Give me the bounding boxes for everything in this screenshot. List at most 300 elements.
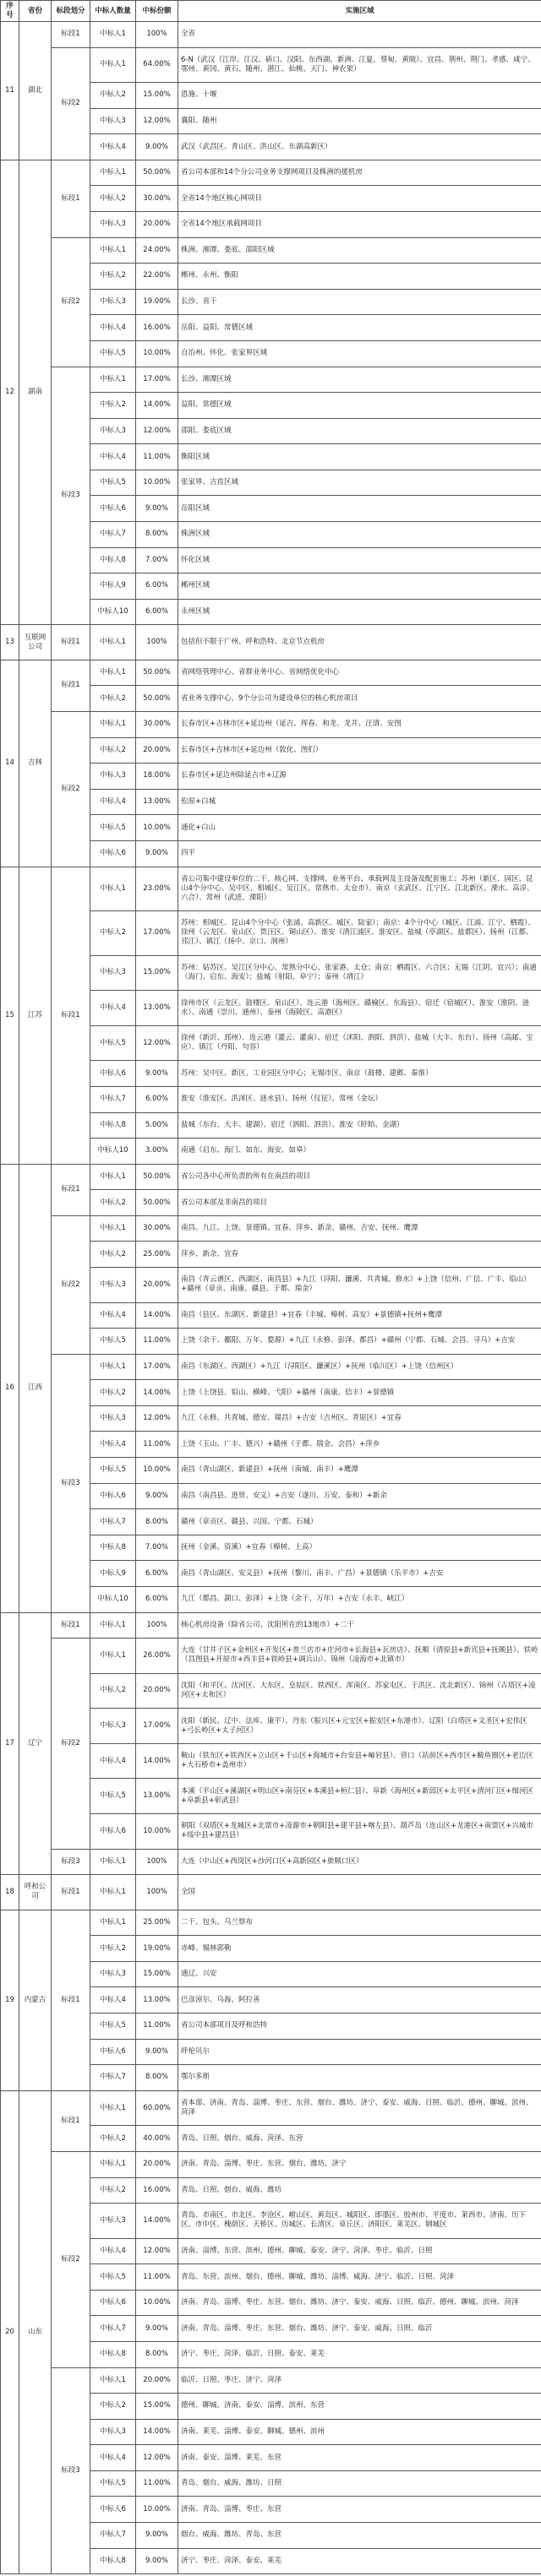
- winner-cell: 中标人4: [90, 2238, 136, 2264]
- winner-cell: 中标人10: [90, 1139, 136, 1165]
- table-row: [1, 660, 541, 686]
- share-cell: 13.00%: [136, 991, 178, 1026]
- area-cell: 赤峰、锡林郭勒: [178, 1936, 541, 1962]
- area-cell: 沈阳（和平区、沈河区、大东区、皇姑区、铁西区、浑南区、苏家屯区、于洪区、沈北新区）、锦州（古塔区+凌河区+太和区）: [178, 1673, 541, 1709]
- winner-cell: 中标人4: [90, 315, 136, 341]
- segment-cell: 标段1: [52, 1875, 90, 1910]
- share-cell: 50.00%: [136, 1190, 178, 1216]
- winner-cell: 中标人9: [90, 1561, 136, 1587]
- area-cell: 青岛、东营、滨州、烟台、德州、聊城、潍坊、淄博、威海、济宁、临沂、日照、菏泽: [178, 2264, 541, 2291]
- winner-cell: 中标人6: [90, 2039, 136, 2065]
- share-cell: 18.00%: [136, 764, 178, 790]
- winner-cell: 中标人3: [90, 764, 136, 790]
- area-cell: 全省14个地区核心网项目: [178, 186, 541, 212]
- share-cell: 9.00%: [136, 496, 178, 522]
- winner-cell: 中标人1: [90, 1849, 136, 1875]
- segment-cell: 标段1: [52, 1612, 90, 1639]
- table-body: [1, 22, 541, 2574]
- share-cell: 15.00%: [136, 83, 178, 109]
- winner-cell: 中标人8: [90, 547, 136, 573]
- area-cell: 核心机房设备（除省公司、沈阳所在的13地市）+二干: [178, 1612, 541, 1639]
- share-cell: 9.00%: [136, 2523, 178, 2549]
- winner-cell: 中标人6: [90, 2497, 136, 2523]
- area-cell: 南昌（青云谱区、西湖区、南昌县）+九江（浔阳、濂溪、共青城、修水）+上饶（信州、广信、广丰、铅山）+赣州（章贡、南康、赣县、于都、瑞金）: [178, 1268, 541, 1303]
- winner-cell: 中标人1: [90, 2151, 136, 2177]
- province-cell: 江西: [19, 1164, 52, 1612]
- area-cell: 上饶（余干、鄱阳、万年、婺源）+九江（永修、彭泽、都昌）+赣州（宁都、石城、会昌、寻乌）+吉安: [178, 1329, 541, 1355]
- table-row: [1, 2367, 541, 2394]
- share-cell: 100%: [136, 1849, 178, 1875]
- area-cell: 省本部、济南、青岛、淄博、枣庄、东营、烟台、潍坊、济宁、泰安、威海、日照、临沂、德州、聊城、滨州、菏泽: [178, 2090, 541, 2126]
- winner-cell: 中标人3: [90, 1405, 136, 1432]
- table-row: [1, 47, 541, 83]
- header-winner-count: 中标人数量: [90, 1, 136, 22]
- area-cell: 二干、包头、乌兰察布: [178, 1910, 541, 1936]
- area-cell: 德州、聊城、济南、泰安、淄博、滨州、东营: [178, 2394, 541, 2420]
- area-cell: 抚州（金溪、资溪）+宜春（樟树、上高）: [178, 1535, 541, 1561]
- share-cell: 15.00%: [136, 2394, 178, 2420]
- share-cell: 20.00%: [136, 212, 178, 238]
- area-cell: 萍乡、新余、宜春: [178, 1242, 541, 1268]
- winner-cell: 中标人5: [90, 1025, 136, 1061]
- winner-cell: 中标人2: [90, 1190, 136, 1216]
- share-cell: 10.00%: [136, 1458, 178, 1484]
- share-cell: 50.00%: [136, 160, 178, 186]
- winner-cell: 中标人6: [90, 496, 136, 522]
- area-cell: 济宁、枣庄、菏泽、临沂、日照、泰安、莱芜: [178, 2341, 541, 2367]
- table-row: [1, 867, 541, 911]
- winner-cell: 中标人5: [90, 2264, 136, 2291]
- share-cell: 9.00%: [136, 134, 178, 160]
- area-cell: 株洲区域: [178, 521, 541, 547]
- share-cell: 16.00%: [136, 2177, 178, 2204]
- area-cell: 长春市区+吉林市区+延边州（敦化、图们）: [178, 737, 541, 764]
- share-cell: 19.00%: [136, 1936, 178, 1962]
- share-cell: 26.00%: [136, 1639, 178, 1674]
- seq-cell: 15: [1, 867, 19, 1164]
- share-cell: 14.00%: [136, 1380, 178, 1406]
- share-cell: 17.00%: [136, 1709, 178, 1744]
- area-cell: 全省: [178, 22, 541, 48]
- area-cell: 济南、泰安、淄博、莱芜、东营: [178, 2445, 541, 2471]
- area-cell: 大连（甘井子区+金州区+开发区+普兰店市+庄河市+长海县+瓦房店）、抚顺（清原县+新宾县+抚顺县）、铁岭（昌图县+开原市+西丰县+铁岭县+调兵山）、锦州（凌海市+北镇市）: [178, 1639, 541, 1674]
- winner-cell: 中标人4: [90, 1987, 136, 2014]
- area-cell: 南昌（青山湖区、新建县）+抚州（南城、南丰）+鹰潭: [178, 1458, 541, 1484]
- share-cell: 6.00%: [136, 599, 178, 625]
- area-cell: 长沙、省干: [178, 289, 541, 315]
- share-cell: 20.00%: [136, 1673, 178, 1709]
- winner-cell: 中标人2: [90, 1380, 136, 1406]
- area-cell: 怀化区域: [178, 547, 541, 573]
- area-cell: 岳阳区域: [178, 496, 541, 522]
- area-cell: 大连（中山区+西岗区+沙河口区+高新园区+旅顺口区）: [178, 1849, 541, 1875]
- winner-cell: 中标人7: [90, 2316, 136, 2342]
- area-cell: 鞍山（铁东区+铁西区+立山区+千山区+海城市+台安县+岫岩县）、营口（站前区+西市区+鲅鱼圈区+老边区+大石桥市+盖州市）: [178, 1743, 541, 1779]
- winner-cell: 中标人4: [90, 134, 136, 160]
- area-cell: 济南、青岛、淄博、枣庄、东营、烟台、潍坊、济宁、泰安、威海、日照、临沂: [178, 2316, 541, 2342]
- area-cell: 南昌（东湖区、西湖区）+九江（浔阳区、濂溪区）+抚州（临川区）+上饶（信州区）: [178, 1354, 541, 1380]
- table-row: [1, 2090, 541, 2126]
- share-cell: 5.00%: [136, 1112, 178, 1139]
- winner-cell: 中标人1: [90, 1215, 136, 1242]
- share-cell: 14.00%: [136, 2204, 178, 2239]
- share-cell: 9.00%: [136, 2039, 178, 2065]
- area-cell: 全省14个地区承载网项目: [178, 212, 541, 238]
- share-cell: 17.00%: [136, 911, 178, 956]
- header-area: 实施区域: [178, 1, 541, 22]
- area-cell: 松原+白城: [178, 789, 541, 815]
- segment-cell: 标段1: [52, 22, 90, 48]
- share-cell: 17.00%: [136, 367, 178, 393]
- share-cell: 50.00%: [136, 686, 178, 712]
- winner-cell: 中标人8: [90, 1535, 136, 1561]
- area-cell: 全国: [178, 1875, 541, 1910]
- winner-cell: 中标人8: [90, 2548, 136, 2574]
- area-cell: 青岛、日照、烟台、威海、潍坊: [178, 2177, 541, 2204]
- area-cell: 本溪（平山区+溪湖区+明山区+南芬区+本溪县+桓仁县）、阜新（海州区+新邱区+太平区+清河门区+细河区+阜新县+彰武县）: [178, 1779, 541, 1814]
- province-cell: 内蒙古: [19, 1910, 52, 2090]
- area-cell: 南昌、九江、上饶、景德镇、宜春、萍乡、新余、赣州、吉安、抚州、鹰潭: [178, 1215, 541, 1242]
- winner-cell: 中标人1: [90, 47, 136, 83]
- share-cell: 11.00%: [136, 1329, 178, 1355]
- segment-cell: 标段2: [52, 712, 90, 867]
- share-cell: 14.00%: [136, 1302, 178, 1329]
- area-cell: 郴州区域: [178, 573, 541, 600]
- share-cell: 8.00%: [136, 521, 178, 547]
- segment-cell: 标段3: [52, 1354, 90, 1612]
- winner-cell: 中标人5: [90, 1779, 136, 1814]
- seq-cell: 13: [1, 625, 19, 660]
- winner-cell: 中标人1: [90, 2090, 136, 2126]
- winner-cell: 中标人10: [90, 1586, 136, 1612]
- seq-cell: 20: [1, 2090, 19, 2573]
- share-cell: 11.00%: [136, 1432, 178, 1458]
- area-cell: 济南、青岛、淄博、枣庄、东营: [178, 2497, 541, 2523]
- winner-cell: 中标人5: [90, 340, 136, 367]
- share-cell: 20.00%: [136, 2367, 178, 2394]
- area-cell: 郴州、永州、衡阳: [178, 264, 541, 290]
- area-cell: 通化+白山: [178, 815, 541, 841]
- area-cell: 永州区域: [178, 599, 541, 625]
- winner-cell: 中标人1: [90, 1910, 136, 1936]
- area-cell: 南昌（县区、东湖区、新建县）+宜春（丰城、樟树、高安）+景德镇+抚州+鹰潭: [178, 1302, 541, 1329]
- table-row: [1, 1164, 541, 1190]
- winner-cell: 中标人2: [90, 1673, 136, 1709]
- winner-cell: 中标人1: [90, 625, 136, 660]
- winner-cell: 中标人1: [90, 660, 136, 686]
- area-cell: 包括但不限于广州、呼和浩特、北京节点机房: [178, 625, 541, 660]
- share-cell: 23.00%: [136, 867, 178, 911]
- share-cell: 100%: [136, 1875, 178, 1910]
- seq-cell: 11: [1, 22, 19, 160]
- table-row: [1, 712, 541, 738]
- winner-cell: 中标人4: [90, 444, 136, 470]
- header-segment: 标段划分: [52, 1, 90, 22]
- area-cell: 省公司本部和14个分公司业务支撑网项目及株洲的援机房: [178, 160, 541, 186]
- area-cell: 济南、青岛、淄博、枣庄、东营、烟台、潍坊、济宁: [178, 2151, 541, 2177]
- winner-cell: 中标人3: [90, 2419, 136, 2445]
- table-row: [1, 160, 541, 186]
- area-cell: 徐州市区（云龙区、鼓楼区、泉山区）、连云港（海州区、赣榆区、东海县）、宿迁（宿城区）、淮安（淮阴、涟水）、南通（崇川、通州）、泰州（海陵区、高港区）: [178, 991, 541, 1026]
- area-cell: 武汉（武昌区、青山区、洪山区、东湖高新区）: [178, 134, 541, 160]
- share-cell: 17.00%: [136, 1354, 178, 1380]
- share-cell: 14.00%: [136, 1743, 178, 1779]
- winner-cell: 中标人2: [90, 1242, 136, 1268]
- area-cell: 烟台、威海、潍坊、青岛、东营: [178, 2523, 541, 2549]
- area-cell: 衡阳区域: [178, 444, 541, 470]
- area-cell: 徐州（新沂、邳州）、连云港（灌云、灌南）、宿迁（沭阳、泗阳、泗洪）、盐城（大丰、东台）、扬州（高邮、宝应）、镇江（丹阳、句容）: [178, 1025, 541, 1061]
- share-cell: 9.00%: [136, 2548, 178, 2574]
- winner-cell: 中标人2: [90, 83, 136, 109]
- share-cell: 6.00%: [136, 573, 178, 600]
- winner-cell: 中标人2: [90, 393, 136, 419]
- share-cell: 3.00%: [136, 1139, 178, 1165]
- winner-cell: 中标人1: [90, 867, 136, 911]
- table-row: [1, 1612, 541, 1639]
- winner-cell: 中标人2: [90, 911, 136, 956]
- winner-cell: 中标人1: [90, 367, 136, 393]
- area-cell: 青岛、日照、烟台、威海、菏泽、东营: [178, 2126, 541, 2152]
- table-row: [1, 2151, 541, 2177]
- winner-cell: 中标人3: [90, 108, 136, 134]
- share-cell: 20.00%: [136, 1268, 178, 1303]
- area-cell: 益阳、常德区域: [178, 393, 541, 419]
- area-cell: 长春市区+吉林市区+延边州（延吉、珲春、和龙、龙井、汪清、安图: [178, 712, 541, 738]
- winner-cell: 中标人5: [90, 470, 136, 496]
- share-cell: 12.00%: [136, 108, 178, 134]
- area-cell: 青岛、市南区、市北区、李沧区、崂山区、黄岛区、城阳区、即墨区、胶州市、平度市、莱西市、济南、历下区、市中区、槐荫区、天桥区、历城区、长清区、章丘区、济阳区、莱芜区、钢城区: [178, 2204, 541, 2239]
- winner-cell: 中标人3: [90, 2204, 136, 2239]
- area-cell: 临沂、日照、枣庄、济宁、菏泽: [178, 2367, 541, 2394]
- area-cell: 济南、淄博、东营、滨州、德州、聊城、泰安、济宁、菏泽、枣庄、临沂、日照: [178, 2238, 541, 2264]
- share-cell: 30.00%: [136, 186, 178, 212]
- area-cell: 省公司各中心所负责的所有在南昌的项目: [178, 1164, 541, 1190]
- area-cell: 淮安（淮安区、洪泽区、涟水县）、扬州（仪征）、常州（金坛）: [178, 1086, 541, 1112]
- share-cell: 50.00%: [136, 660, 178, 686]
- table-row: [1, 1354, 541, 1380]
- winner-cell: 中标人7: [90, 2523, 136, 2549]
- share-cell: 10.00%: [136, 2497, 178, 2523]
- area-cell: 赣州（章贡区、赣县、兴国、宁都、石城）: [178, 1509, 541, 1535]
- share-cell: 13.00%: [136, 1987, 178, 2014]
- segment-cell: 标段2: [52, 1639, 90, 1849]
- share-cell: 22.00%: [136, 264, 178, 290]
- share-cell: 100%: [136, 22, 178, 48]
- share-cell: 12.00%: [136, 418, 178, 444]
- table-row: [1, 1875, 541, 1910]
- segment-cell: 标段2: [52, 237, 90, 367]
- segment-cell: 标段2: [52, 47, 90, 160]
- winner-cell: 中标人1: [90, 1164, 136, 1190]
- winner-cell: 中标人1: [90, 1875, 136, 1910]
- share-cell: 9.00%: [136, 1061, 178, 1087]
- area-cell: 盐城（东台、大丰、建湖）、宿迁（泗阳、泗洪）、淮安（盱眙、金湖）: [178, 1112, 541, 1139]
- area-cell: 苏州：吴中区、新区、工业园区分中心；无锡市区、南京（鼓楼、建邺、秦淮）: [178, 1061, 541, 1087]
- winner-cell: 中标人4: [90, 991, 136, 1026]
- share-cell: 100%: [136, 1612, 178, 1639]
- winner-cell: 中标人1: [90, 1639, 136, 1674]
- share-cell: 12.00%: [136, 2445, 178, 2471]
- area-cell: 省网络管理中心、省群业务中心、省网络优化中心: [178, 660, 541, 686]
- share-cell: 6.00%: [136, 1561, 178, 1587]
- winner-cell: 中标人2: [90, 186, 136, 212]
- area-cell: 株洲、湘潭、娄底、邵阳区域: [178, 237, 541, 264]
- seq-cell: 16: [1, 1164, 19, 1612]
- share-cell: 30.00%: [136, 712, 178, 738]
- table-row: [1, 22, 541, 48]
- segment-cell: 标段1: [52, 1910, 90, 2090]
- area-cell: 南昌（青山湖区、安义县）+抚州（黎川、南丰、广昌）+景德镇（乐平市）+吉安: [178, 1561, 541, 1587]
- area-cell: 自治州、怀化、张家界区域: [178, 340, 541, 367]
- segment-cell: 标段1: [52, 2090, 90, 2151]
- share-cell: 16.00%: [136, 315, 178, 341]
- area-cell: 长春市区+延边州除延吉市+辽源: [178, 764, 541, 790]
- header-row: [1, 1, 541, 22]
- share-cell: 7.00%: [136, 547, 178, 573]
- share-cell: 8.00%: [136, 1509, 178, 1535]
- area-cell: 省公司本部项目及呼和浩特: [178, 2014, 541, 2040]
- seq-cell: 18: [1, 1875, 19, 1910]
- share-cell: 10.00%: [136, 340, 178, 367]
- area-cell: 南通（启东、海门、如东、海安、如皋）: [178, 1139, 541, 1165]
- winner-cell: 中标人6: [90, 2290, 136, 2316]
- share-cell: 10.00%: [136, 470, 178, 496]
- winner-cell: 中标人6: [90, 1483, 136, 1509]
- table-row: [1, 1910, 541, 1936]
- winner-cell: 中标人7: [90, 2065, 136, 2091]
- area-cell: 沈阳（新民、辽中、法库、康平）、丹东（振兴区+元宝区+振安区+东港市）、辽阳（白塔区+文圣区+宏伟区+弓长岭区+太子河区）: [178, 1709, 541, 1744]
- winner-cell: 中标人1: [90, 1612, 136, 1639]
- area-cell: 省公司集中建设单位的二干、核心网、支撑网、业务平台、承载网及主设备及配套施工；苏州（新区、园区、昆山4个分中心、吴中区、相城区、吴江区、常熟市、太仓市）、南京（玄武区、江宁区、江北新区、溧水、高淳、六合）、常州（武进、溧阳）: [178, 867, 541, 911]
- winner-cell: 中标人3: [90, 1268, 136, 1303]
- winner-cell: 中标人3: [90, 289, 136, 315]
- area-cell: 省公司本部及非南昌的项目: [178, 1190, 541, 1216]
- winner-cell: 中标人6: [90, 840, 136, 867]
- segment-cell: 标段2: [52, 2151, 90, 2367]
- share-cell: 14.00%: [136, 393, 178, 419]
- segment-cell: 标段2: [52, 1215, 90, 1354]
- area-cell: 恩施、十堰: [178, 83, 541, 109]
- winner-cell: 中标人5: [90, 2470, 136, 2497]
- winner-cell: 中标人3: [90, 1961, 136, 1987]
- winner-cell: 中标人5: [90, 815, 136, 841]
- winner-cell: 中标人8: [90, 2341, 136, 2367]
- area-cell: 长沙、湘潭区域: [178, 367, 541, 393]
- segment-cell: 标段1: [52, 160, 90, 237]
- table-row: [1, 237, 541, 264]
- share-cell: 64.00%: [136, 47, 178, 83]
- province-cell: 江苏: [19, 867, 52, 1164]
- share-cell: 100%: [136, 625, 178, 660]
- winner-cell: 中标人6: [90, 1061, 136, 1087]
- share-cell: 11.00%: [136, 444, 178, 470]
- share-cell: 10.00%: [136, 1814, 178, 1850]
- winner-cell: 中标人3: [90, 955, 136, 991]
- winner-cell: 中标人1: [90, 1354, 136, 1380]
- share-cell: 13.00%: [136, 789, 178, 815]
- share-cell: 9.00%: [136, 2316, 178, 2342]
- area-cell: 四平: [178, 840, 541, 867]
- table-row: [1, 1849, 541, 1875]
- share-cell: 12.00%: [136, 1405, 178, 1432]
- winner-cell: 中标人4: [90, 789, 136, 815]
- area-cell: 上饶（玉山、广丰、德兴）+赣州（于都、瑞金、会昌）+萍乡: [178, 1432, 541, 1458]
- winner-cell: 中标人6: [90, 1814, 136, 1850]
- seq-cell: 12: [1, 160, 19, 624]
- area-cell: 九江（永修、共青城、德安、瑞昌）+吉安（吉州区、青原区）+宜春: [178, 1405, 541, 1432]
- winner-cell: 中标人10: [90, 599, 136, 625]
- winner-cell: 中标人2: [90, 2177, 136, 2204]
- share-cell: 10.00%: [136, 815, 178, 841]
- area-cell: 呼伦贝尔: [178, 2039, 541, 2065]
- area-cell: 通辽、兴安: [178, 1961, 541, 1987]
- winner-cell: 中标人1: [90, 237, 136, 264]
- share-cell: 11.00%: [136, 2014, 178, 2040]
- winner-cell: 中标人7: [90, 521, 136, 547]
- share-cell: 8.00%: [136, 2341, 178, 2367]
- header-share: 中标份额: [136, 1, 178, 22]
- area-cell: 襄阳、随州: [178, 108, 541, 134]
- share-cell: 19.00%: [136, 289, 178, 315]
- share-cell: 12.00%: [136, 2238, 178, 2264]
- area-cell: 苏州：相城区、昆山4个分中心（张浦、高新区、城区、陆家）；南京：4个分中心（城区、江浦、江宁、栖霞）、徐州（云龙区、泉山区、贾汪区、铜山区）、淮安（清江浦区、淮安区、盐城（亭湖区、盐都区）、扬州（江都、邗江）、镇江（扬中、京口、润州）: [178, 911, 541, 956]
- province-cell: 吉林: [19, 660, 52, 867]
- share-cell: 7.00%: [136, 1535, 178, 1561]
- header-province: 省份: [19, 1, 52, 22]
- seq-cell: 14: [1, 660, 19, 867]
- winner-cell: 中标人8: [90, 1112, 136, 1139]
- winner-cell: 中标人1: [90, 712, 136, 738]
- share-cell: 15.00%: [136, 1961, 178, 1987]
- share-cell: 10.00%: [136, 2290, 178, 2316]
- area-cell: 济宁、枣庄、菏泽、泰安、莱芜: [178, 2548, 541, 2574]
- share-cell: 25.00%: [136, 1242, 178, 1268]
- share-cell: 50.00%: [136, 1164, 178, 1190]
- area-cell: 岳阳、益阳、常德区域: [178, 315, 541, 341]
- winner-cell: 中标人5: [90, 1458, 136, 1484]
- winner-cell: 中标人3: [90, 212, 136, 238]
- share-cell: 60.00%: [136, 2090, 178, 2126]
- share-cell: 6.00%: [136, 1586, 178, 1612]
- area-cell: 省业务支撑中心，9个分公司为建设单位的核心机房项目: [178, 686, 541, 712]
- segment-cell: 标段1: [52, 660, 90, 711]
- segment-cell: 标段3: [52, 1849, 90, 1875]
- segment-cell: 标段1: [52, 625, 90, 660]
- area-cell: 苏州：姑苏区、吴江区分中心、常熟分中心、张家港、太仓；南京：栖霞区、六合区；无锡（江阴、宜兴）；南通（海门、启东、海安）；盐城（射阳、阜宁）；泰州（靖江）: [178, 955, 541, 991]
- share-cell: 11.00%: [136, 2264, 178, 2291]
- share-cell: 20.00%: [136, 2151, 178, 2177]
- winner-cell: 中标人4: [90, 1743, 136, 1779]
- winner-cell: 中标人7: [90, 1086, 136, 1112]
- header-seq: 序号: [1, 1, 19, 22]
- table-row: [1, 1215, 541, 1242]
- share-cell: 20.00%: [136, 737, 178, 764]
- share-cell: 12.00%: [136, 1025, 178, 1061]
- winner-cell: 中标人4: [90, 2445, 136, 2471]
- table-row: [1, 625, 541, 660]
- winner-cell: 中标人2: [90, 1936, 136, 1962]
- area-cell: 张家界、吉首区域: [178, 470, 541, 496]
- winner-cell: 中标人1: [90, 2367, 136, 2394]
- winner-cell: 中标人2: [90, 686, 136, 712]
- share-cell: 30.00%: [136, 1215, 178, 1242]
- winner-cell: 中标人5: [90, 1329, 136, 1355]
- winner-cell: 中标人2: [90, 264, 136, 290]
- area-cell: 鄂尔多斯: [178, 2065, 541, 2091]
- share-cell: 15.00%: [136, 955, 178, 991]
- share-cell: 6.00%: [136, 1086, 178, 1112]
- winner-cell: 中标人2: [90, 2394, 136, 2420]
